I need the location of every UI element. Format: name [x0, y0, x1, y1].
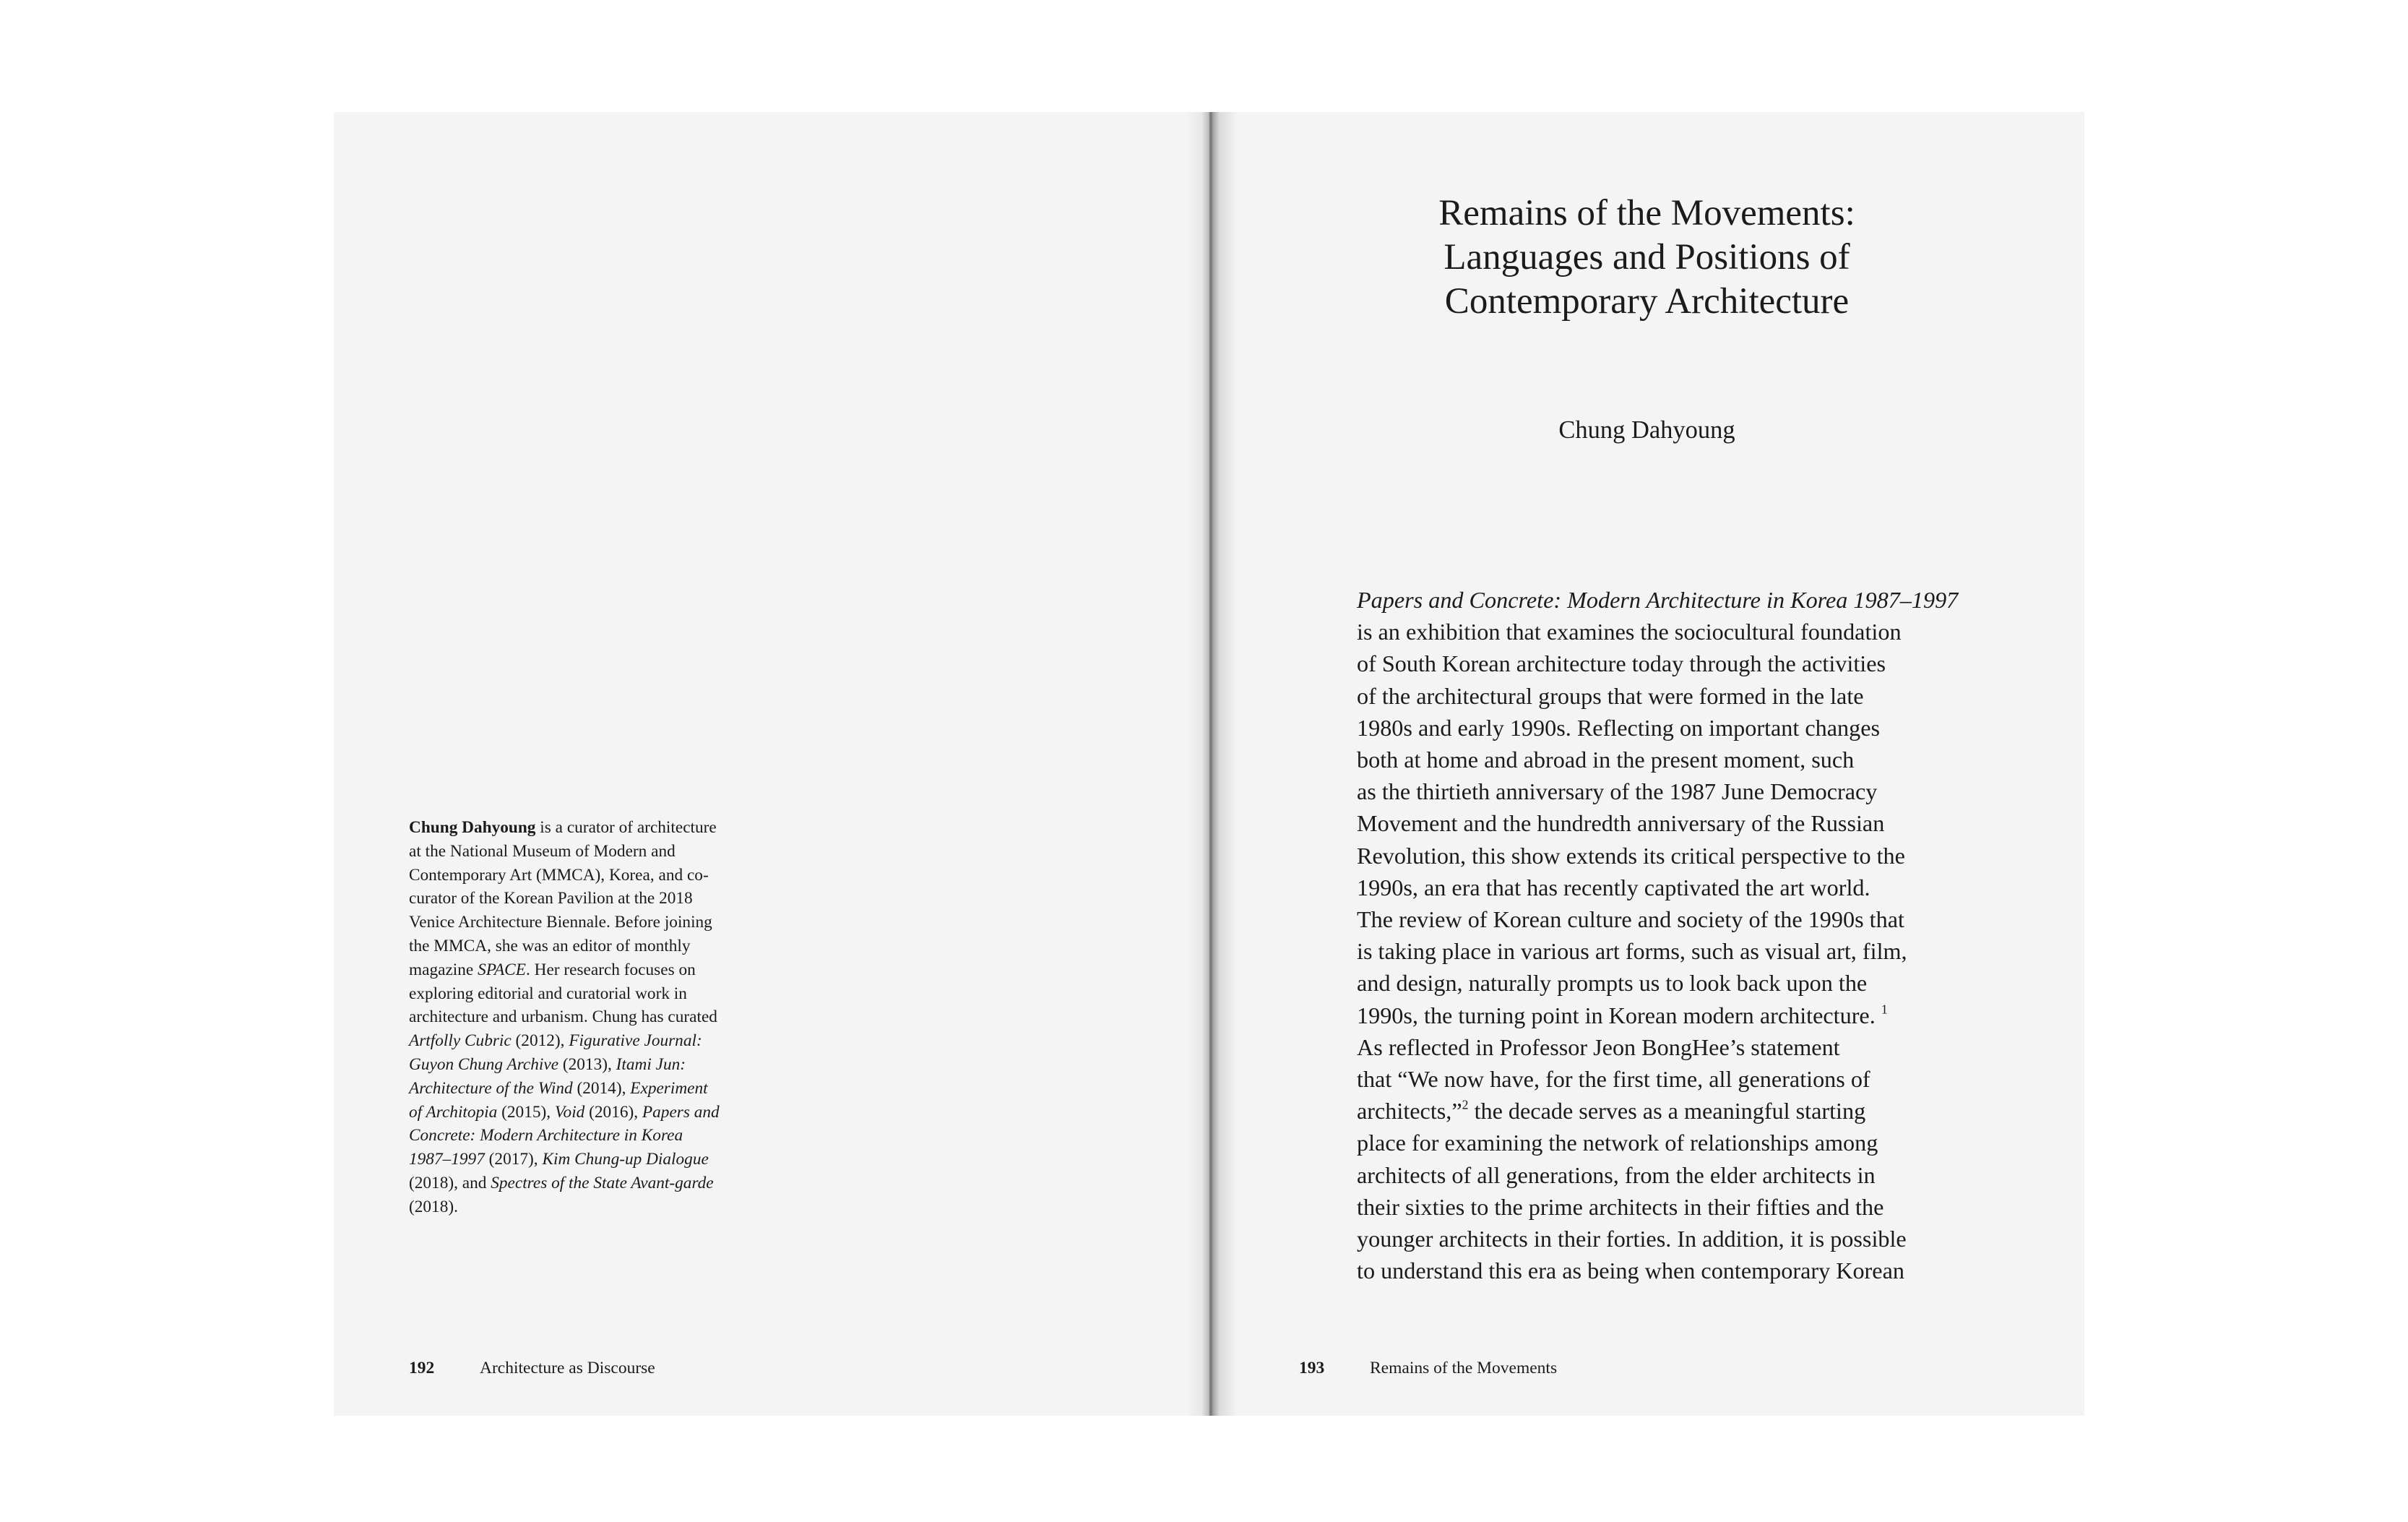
right-page-footer — [1299, 1357, 1557, 1379]
chapter-title — [1209, 192, 2084, 324]
left-page — [334, 112, 1209, 1416]
bio-work-title: Itami Jun: Architecture of the Wind — [409, 1054, 686, 1098]
body-line: is an exhibition that examines the sociocultural foundation — [1357, 619, 1902, 645]
footnote-marker: 2 — [1462, 1097, 1469, 1112]
body-line: place for examining the network of relationships among — [1357, 1130, 1878, 1156]
chapter-author: Chung Dahyoung — [1558, 416, 1735, 444]
body-line: 1990s, the turning point in Korean modern architecture. $^1$ — [1357, 1002, 1888, 1028]
body-line: that “We now have, for the first time, all generations of — [1357, 1066, 1870, 1093]
page-number: 193 — [1299, 1359, 1325, 1377]
body-line: 1990s, an era that has recently captivated the art world. — [1357, 874, 1870, 900]
body-line: to understand this era as being when contemporary Korean — [1357, 1257, 1904, 1284]
body-line: both at home and abroad in the present moment, such — [1357, 747, 1855, 773]
bio-work-title: Artfolly Cubric — [409, 1031, 512, 1051]
chapter-title-line: Remains of the Movements: — [1438, 193, 1855, 233]
body-line: of South Korean architecture today through the activities — [1357, 650, 1886, 677]
bio-author-name: Chung Dahyoung — [409, 818, 536, 837]
bio-work-title: Figurative Journal: Guyon Chung Archive — [409, 1031, 702, 1074]
body-line: as the thirtieth anniversary of the 1987 June Democracy — [1357, 778, 1878, 805]
running-title: Architecture as Discourse — [480, 1359, 655, 1377]
left-page-footer — [409, 1357, 655, 1379]
bio-magazine-title: SPACE — [478, 960, 526, 979]
right-page — [1209, 112, 2084, 1416]
bio-work-title: Kim Chung-up Dialogue — [542, 1150, 709, 1169]
bio-work-title: Papers and Concrete: Modern Architecture in Korea 1987–1997 — [409, 1102, 720, 1169]
book-spread — [334, 112, 2084, 1416]
running-title: Remains of the Movements — [1370, 1359, 1558, 1377]
body-line: As reflected in Professor Jeon BongHee’s statement — [1357, 1033, 1840, 1060]
body-line — [1357, 584, 2007, 616]
body-line: architects,”$^2$ the decade serves as a meaningful starting — [1357, 1097, 1866, 1125]
bio-work-title: Experiment of Architopia — [409, 1078, 708, 1122]
body-line: of the architectural groups that were formed in the late — [1357, 682, 1864, 709]
chapter-title-line: Languages and Positions of — [1443, 237, 1850, 278]
body-line: is taking place in various art forms, such as visual art, film, — [1357, 938, 1907, 965]
page-number: 192 — [409, 1359, 435, 1377]
body-line: younger architects in their forties. In addition, it is possible — [1357, 1226, 1907, 1252]
exhibition-title: Papers and Concrete: Modern Architecture in Korea 1987–1997 — [1357, 587, 1959, 613]
body-line: The review of Korean culture and society of the 1990s that — [1357, 906, 1904, 933]
body-line: architects of all generations, from the elder architects in — [1357, 1161, 1876, 1188]
body-line: their sixties to the prime architects in their fifties and the — [1357, 1193, 1884, 1220]
bio-work-title: Spectres of the State Avant-garde — [491, 1173, 714, 1192]
body-line: Movement and the hundredth anniversary of the Russian — [1357, 810, 1885, 837]
author-bio: Chung Dahyoung is a curator of architecture at the National Museum of Modern and Contemporary Art (MMCA), Korea, and co-curator of the Korean Pavilion at the 2018 Venice Architecture Biennale. Before joining the MMCA, she was an editor of monthly magazine SPACE. Her research focuses on exploring editorial and curatorial work in architecture and urbanism. Chung has curated Artfolly Cubric (2012), Figurative Journal: Guyon Chung Archive (2013), Itami Jun: Architecture of the Wind (2014), Experiment of Architopia (2015), Void (2016), Papers and Concrete: Modern Architecture in Korea 1987–1997 (2017), Kim Chung-up Dialogue (2018), and Spectres of the State Avant-garde (2018). — [409, 818, 720, 1216]
footnote-marker: 1 — [1881, 1002, 1888, 1017]
body-line: Revolution, this show extends its critical perspective to the — [1357, 842, 1905, 869]
body-line: 1980s and early 1990s. Reflecting on important changes — [1357, 714, 1881, 741]
bio-work-title: Void — [554, 1102, 585, 1122]
chapter-title-line: Contemporary Architecture — [1444, 281, 1850, 322]
body-line: and design, naturally prompts us to look back upon the — [1357, 970, 1868, 997]
spine-shadow — [1186, 112, 1237, 1416]
body-text — [1357, 584, 2007, 1286]
